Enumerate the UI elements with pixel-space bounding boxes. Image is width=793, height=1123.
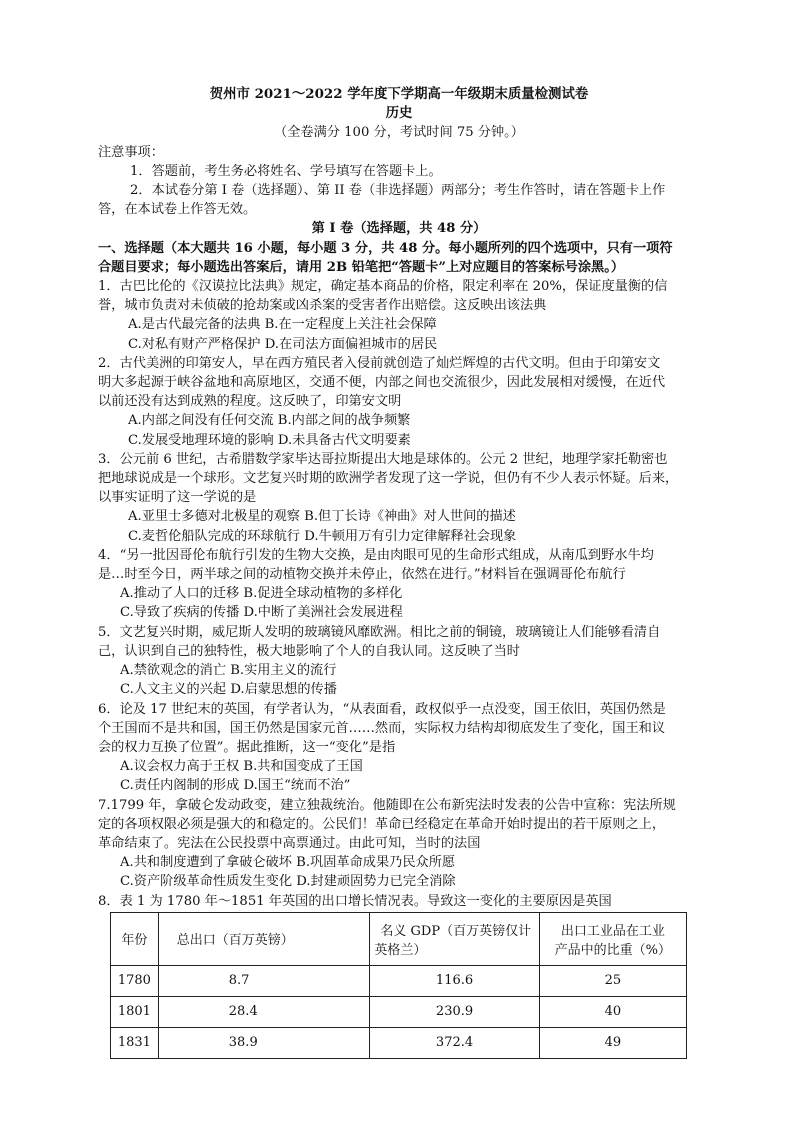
header-share-line2: 产品中的比重（%） [554, 942, 672, 958]
header-gdp-line2: 英格兰） [374, 942, 427, 958]
exam-page [98, 84, 700, 1059]
question-stem: 8．表 1 为 1780 年～1851 年英国的出口增长情况表。导致这一变化的主要原因是英国 [98, 893, 612, 909]
cell-year: 1780 [111, 965, 159, 996]
table-header-row [111, 912, 687, 965]
question-5 [98, 623, 700, 700]
question-2 [98, 354, 700, 450]
question-options-ab: A.是古代最完备的法典 B.在一定程度上关注社会保障 [128, 317, 437, 333]
question-options-ab: A.议会权力高于王权 B.共和国变成了王国 [120, 759, 363, 775]
table-row [111, 1027, 687, 1058]
question-stem: 6．论及 17 世纪末的英国，有学者认为，“从表面看，政权似乎一点没变，国王依旧，英国仍然是 [98, 701, 666, 717]
question-options-cd: C.人文主义的兴起 D.启蒙思想的传播 [120, 682, 337, 698]
question-1 [98, 277, 700, 354]
part1-heading: 第 I 卷（选择题，共 48 分） [311, 221, 487, 237]
exam-subject: 历史 [385, 105, 413, 122]
cell-exports: 28.4 [158, 996, 370, 1027]
question-stem-cont: 定的各项权限必须是强大的和稳定的。公民们！革命已经稳定在革命开始时提出的若干原则之上， [98, 816, 666, 832]
cell-exports: 8.7 [158, 965, 370, 996]
question-options-ab: A.内部之间没有任何交流 B.内部之间的战争频繁 [128, 413, 411, 429]
header-share [539, 912, 686, 965]
cell-share: 40 [539, 996, 686, 1027]
question-stem-cont: 把地球说成是一个球形。文艺复兴时期的欧洲学者发现了这一学说，但仍有不少人表示怀疑。后来， [98, 471, 679, 487]
question-stem-cont: 以前还没有达到成熟的程度。这反映了，印第安文明 [98, 394, 402, 410]
question-8 [98, 892, 700, 1059]
exam-title: 贺州市 2021～2022 学年度下学期高一年级期末质量检测试卷 [209, 86, 589, 102]
question-options-ab: A.亚里士多德对北极星的观察 B.但丁长诗《神曲》对人世间的描述 [128, 509, 516, 525]
question-options-cd: C.导致了疾病的传播 D.中断了美洲社会发展进程 [120, 605, 403, 621]
question-3 [98, 450, 700, 546]
part1-instruction-cont: 合题目要求；每小题选出答案后，请用 2B 铅笔把“答题卡”上对应题目的答案标号涂黑。） [98, 259, 625, 275]
question-stem-cont: 个王国而不是共和国，国王仍然是国家元首……然而，实际权力结构却彻底发生了变化，国王和议 [98, 720, 666, 736]
question-options-cd: C.责任内阁制的形成 D.国王“统而不治” [120, 778, 351, 794]
header-gdp [370, 912, 539, 965]
question-6 [98, 700, 700, 796]
notice-item-2: 2．本试卷分第 I 卷（选择题）、第 II 卷（非选择题）两部分；考生作答时，请在答题卡上作 [130, 183, 666, 199]
question-options-cd: C.资产阶级革命性质发生变化 D.封建顽固势力已完全消除 [120, 874, 456, 890]
question-options-cd: C.发展受地理环境的影响 D.未具备古代文明要素 [128, 432, 411, 448]
question-stem: 7.1799 年，拿破仑发动政变，建立独裁统治。他随即在公布新宪法时发表的公告中宣称：宪法所规 [98, 797, 676, 813]
notice-heading: 注意事项： [98, 144, 164, 160]
header-gdp-line1: 名义 GDP（百万英镑仅计 [380, 923, 532, 939]
header-year: 年份 [111, 912, 159, 965]
question-stem-cont: 革命结束了。宪法在公民投票中高票通过。由此可知，当时的法国 [98, 835, 481, 851]
notice-item-1: 1．答题前，考生务必将姓名、学号填写在答题卡上。 [130, 163, 442, 179]
question-stem: 2．古代美洲的印第安人，早在西方殖民者入侵前就创造了灿烂辉煌的古代文明。但由于印第安文 [98, 355, 661, 371]
question-stem: 5．文艺复兴时期，威尼斯人发明的玻璃镜风靡欧洲。相比之前的铜镜，玻璃镜让人们能够看清自 [98, 624, 661, 640]
part1-instruction: 一、选择题（本大题共 16 小题，每小题 3 分，共 48 分。每小题所列的四个选项中，只有一项符 [98, 240, 673, 256]
question-stem: 1．古巴比伦的《汉谟拉比法典》规定，确定基本商品的价格，限定利率在 20%，保证度量衡的信 [98, 279, 668, 295]
table-row [111, 996, 687, 1027]
cell-year: 1801 [111, 996, 159, 1027]
question-options-cd: C.对私有财产严格保护 D.在司法方面偏袒城市的居民 [128, 336, 438, 352]
cell-year: 1831 [111, 1027, 159, 1058]
cell-share: 25 [539, 965, 686, 996]
question-stem: 3．公元前 6 世纪，古希腊数学家毕达哥拉斯提出大地是球体的。公元 2 世纪，地理学家托勒密也 [98, 451, 668, 467]
exam-score-note: （全卷满分 100 分，考试时间 75 分钟。） [274, 125, 524, 141]
table-row [111, 965, 687, 996]
question-options-ab: A.推动了人口的迁移 B.促进全球动植物的多样化 [120, 586, 403, 602]
question-options-ab: A.禁欲观念的消亡 B.实用主义的流行 [120, 663, 337, 679]
question-stem-cont: 誉，城市负责对未侦破的抢劫案或凶杀案的受害者作出赔偿。这反映出该法典 [98, 298, 547, 314]
question-stem-cont: 是…时至今日，两半球之间的动植物交换并未停止，依然在进行。”材料旨在强调哥伦布航行 [98, 567, 626, 583]
cell-gdp: 116.6 [370, 965, 539, 996]
question-options-ab: A.共和制度遭到了拿破仑破坏 B.巩固革命成果乃民众所愿 [120, 855, 456, 871]
question-stem: 4．“另一批因哥伦布航行引发的生物大交换，是由肉眼可见的生命形式组成，从南瓜到野水牛均 [98, 547, 654, 563]
header-share-line1: 出口工业品在工业 [560, 923, 665, 939]
cell-exports: 38.9 [158, 1027, 370, 1058]
question-stem-cont: 会的权力互换了位置”。据此推断，这一“变化”是指 [98, 739, 396, 755]
header-exports: 总出口（百万英镑） [158, 912, 370, 965]
question-7 [98, 796, 700, 892]
cell-share: 49 [539, 1027, 686, 1058]
notice-item-2-cont: 答，在本试卷上作答无效。 [98, 202, 257, 218]
question-4 [98, 546, 700, 623]
cell-gdp: 230.9 [370, 996, 539, 1027]
question-stem-cont: 明大多起源于峡谷盆地和高原地区，交通不便，内部之间也交流很少，因此发展相对缓慢，在近代 [98, 375, 666, 391]
cell-gdp: 372.4 [370, 1027, 539, 1058]
question-stem-cont: 以事实证明了这一学说的是 [98, 490, 257, 506]
export-growth-table [110, 912, 687, 1059]
question-stem-cont: 己，认识到自己的独特性，极大地影响了个人的自我认同。这反映了当时 [98, 643, 520, 659]
question-options-cd: C.麦哲伦船队完成的环球航行 D.牛顿用万有引力定律解释社会现象 [128, 528, 517, 544]
